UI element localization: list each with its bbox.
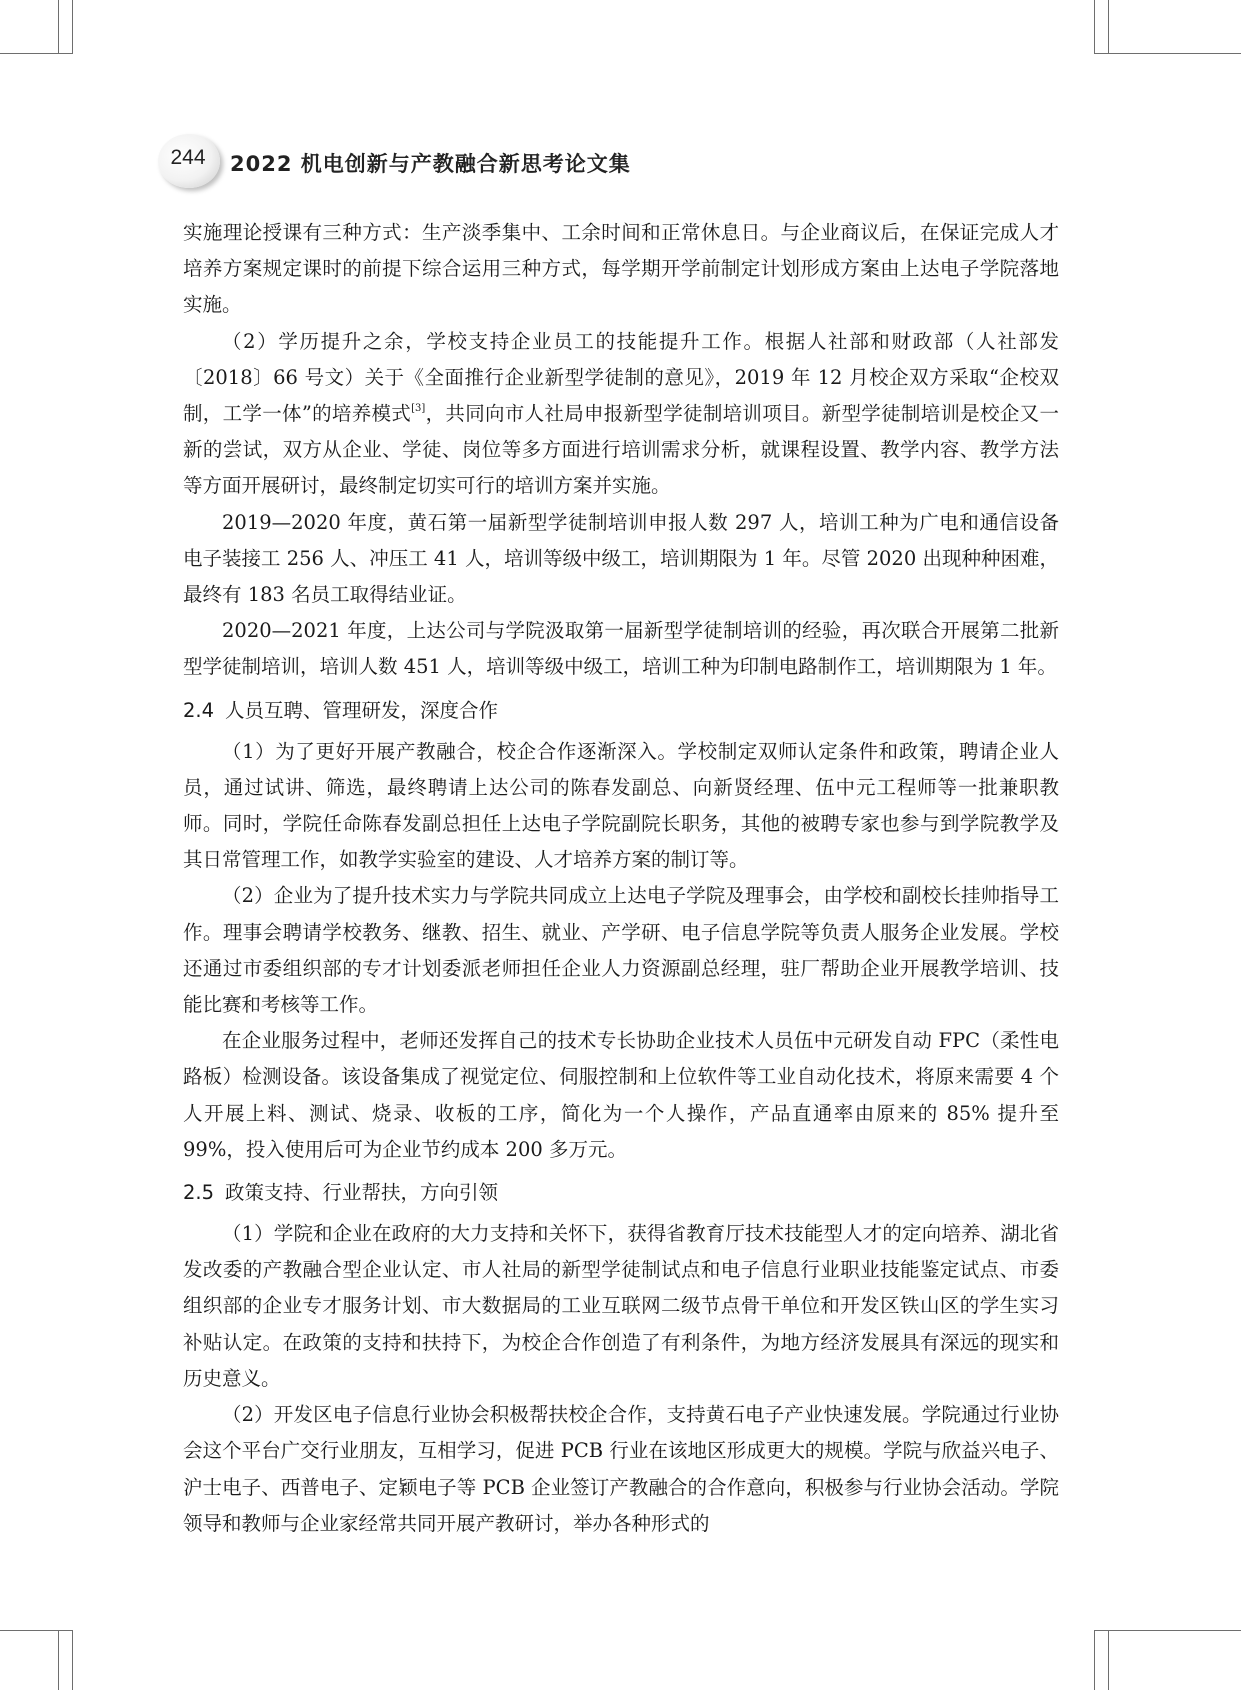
paragraph xyxy=(183,324,1059,505)
paragraph: 实施理论授课有三种方式：生产淡季集中、工余时间和正常休息日。与企业商议后，在保证完成人才培养方案规定课时的前提下综合运用三种方式，每学期开学前制定计划形成方案由上达电子学院落地实施。 xyxy=(183,221,1059,317)
section-title: 人员互聘、管理研发，深度合作 xyxy=(225,698,499,722)
citation-reference: [3] xyxy=(411,403,426,415)
section-heading xyxy=(183,1180,1059,1206)
paragraph-text: （2）学历提升之余，学校支持企业员工的技能提升工作。根据人社部和财政部（人社部发〔2018〕66 号文）关于《全面推行企业新型学徒制的意见》，2019 年 12 月校企双方采取“企校双制，工学一体”的培养模式 xyxy=(183,329,1059,426)
paragraph-text: ，共同向市人社局申报新型学徒制培训项目。新型学徒制培训是校企又一新的尝试，双方从企业、学徒、岗位等多方面进行培训需求分析，就课程设置、教学内容、教学方法等方面开展研讨，最终制定切实可行的培训方案并实施。 xyxy=(183,402,1059,498)
paragraph: （1）学院和企业在政府的大力支持和关怀下，获得省教育厅技术技能型人才的定向培养、湖北省发改委的产教融合型企业认定、市人社局的新型学徒制试点和电子信息行业职业技能鉴定试点、市委组织部的企业专才服务计划、市大数据局的工业互联网二级节点骨干单位和开发区铁山区的学生实习补贴认定。在政策的支持和扶持下，为校企合作创造了有利条件，为地方经济发展具有深远的现实和历史意义。 xyxy=(183,1222,1059,1390)
paragraph: （2）企业为了提升技术实力与学院共同成立上达电子学院及理事会，由学校和副校长挂帅指导工作。理事会聘请学校教务、继教、招生、就业、产学研、电子信息学院等负责人服务企业发展。学校还通过市委组织部的专才计划委派老师担任企业人力资源副总经理，驻厂帮助企业开展教学培训、技能比赛和考核等工作。 xyxy=(183,884,1059,1017)
paragraph: （1）为了更好开展产教融合，校企合作逐渐深入。学校制定双师认定条件和政策，聘请企业人员，通过试讲、筛选，最终聘请上达公司的陈春发副总、向新贤经理、伍中元工程师等一批兼职教师。同时，学院任命陈春发副总担任上达电子学院副院长职务，其他的被聘专家也参与到学院教学及其日常管理工作，如教学实验室的建设、人才培养方案的制订等。 xyxy=(183,739,1059,872)
section-heading xyxy=(183,698,1059,724)
crop-mark xyxy=(58,1630,59,1690)
paragraph: （2）开发区电子信息行业协会积极帮扶校企合作，支持黄石电子产业快速发展。学院通过行业协会这个平台广交行业朋友，互相学习，促进 PCB 行业在该地区形成更大的规模。学院与欣益兴电子、沪士电子、西普电子、定颖电子等 PCB 企业签订产教融合的合作意向，积极参与行业协会活动。学院领导和教师与企业家经常共同开展产教研讨，举办各种形式的 xyxy=(183,1403,1059,1535)
crop-mark xyxy=(1094,1630,1241,1631)
paragraph: 2020—2021 年度，上达公司与学院汲取第一届新型学徒制培训的经验，再次联合开展第二批新型学徒制培训，培训人数 451 人，培训等级中级工，培训工种为印制电路制作工，培训期限为 1 年。 xyxy=(183,619,1059,679)
crop-mark xyxy=(1094,0,1095,54)
section-title: 政策支持、行业帮扶，方向引领 xyxy=(225,1181,499,1205)
crop-mark xyxy=(72,1630,73,1690)
crop-mark xyxy=(72,0,73,54)
crop-mark xyxy=(1108,1630,1109,1690)
crop-mark xyxy=(0,1630,72,1631)
paragraph: 在企业服务过程中，老师还发挥自己的技术专长协助企业技术人员伍中元研发自动 FPC（柔性电路板）检测设备。该设备集成了视觉定位、伺服控制和上位软件等工业自动化技术，将原来需要 4 个人开展上料、测试、烧录、收板的工序，简化为一个人操作，产品直通率由原来的 85% 提升至 99%，投入使用后可为企业节约成本 200 多万元。 xyxy=(183,1029,1059,1161)
paragraph: 2019—2020 年度，黄石第一届新型学徒制培训申报人数 297 人，培训工种为广电和通信设备电子装接工 256 人、冲压工 41 人，培训等级中级工，培训期限为 1 年。尽管 2020 出现种种困难，最终有 183 名员工取得结业证。 xyxy=(183,510,1059,607)
section-number: 2.4 xyxy=(183,698,215,722)
page-body xyxy=(183,215,1059,1542)
crop-mark xyxy=(1094,1630,1095,1690)
crop-mark xyxy=(1094,53,1241,54)
crop-mark xyxy=(0,53,72,54)
book-title: 2022 机电创新与产教融合新思考论文集 xyxy=(230,152,631,176)
section-number: 2.5 xyxy=(183,1181,215,1205)
crop-mark xyxy=(1108,0,1109,54)
page-number: 244 xyxy=(170,146,206,169)
running-header xyxy=(158,134,1058,194)
crop-mark xyxy=(58,0,59,54)
